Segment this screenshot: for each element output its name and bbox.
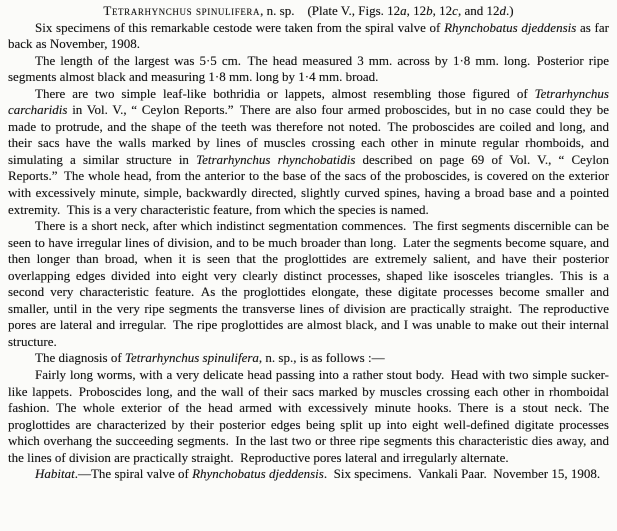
paragraph-segmentation xyxy=(8,218,609,350)
text-run: in Vol. V., “ Ceylon Reports.” There are also four armed proboscides, but in no case could they be made to protrude, and the shape of the teeth was therefore not noted. The proboscides are coiled and long, and their sacs have the walls marked by lines of muscles crossing each other in minute regular rhomboids, and simulating a similar structure in xyxy=(8,102,609,167)
text-run: The length of the largest was 5·5 cm. The head measured 3 mm. across by 1·8 mm. long. Posterior ripe segments almost black and measuring 1·8 mm. long by 1·4 mm. broad. xyxy=(8,52,609,85)
smallcaps-text-run: Tetrarhynchus spinulifera xyxy=(103,3,261,18)
text-run: , 12 xyxy=(406,3,427,18)
text-run: .—The spiral valve of xyxy=(74,466,193,482)
text-run: described on page 69 of Vol. V., “ Ceylon Reports.” The whole head, from the anterior to the base of the sacs of the proboscides, is covered on the exterior with excessively minute, simple, backwardly directed, slightly curved spines, having a broad base and a pointed extremity. This is a very characteristic feature, from which the species is named. xyxy=(8,151,609,217)
italic-text-run: Tetrarhynchus spinulifera xyxy=(124,350,259,366)
italic-text-run: Rhynchobatus djeddensis xyxy=(192,466,324,482)
italic-text-run: Rhynchobatus djeddensis xyxy=(444,19,577,35)
italic-text-run: a xyxy=(400,3,407,18)
paragraph-specimens xyxy=(8,20,609,53)
text-run: , 12 xyxy=(432,3,453,18)
italic-text-run: d xyxy=(499,3,506,18)
text-run: Six specimens of this remarkable cestode were taken from the spiral valve of xyxy=(35,19,445,35)
paragraph-habitat xyxy=(8,466,609,483)
paragraph-diagnosis xyxy=(8,367,609,466)
text-run: The diagnosis of xyxy=(35,350,125,366)
text-run: , and 12 xyxy=(457,3,500,18)
italic-text-run: b xyxy=(426,3,433,18)
text-run: as far back as November, 1908. xyxy=(8,19,609,52)
italic-text-run: Tetrarhynchus rhynchobatidis xyxy=(196,151,356,167)
section-heading xyxy=(8,3,609,20)
paragraph-bothridia xyxy=(8,86,609,218)
text-run: There are two simple leaf-like bothridia or lappets, almost resembling those figured of xyxy=(35,85,535,101)
text-run: .) xyxy=(505,3,514,18)
text-run: There is a short neck, after which indistinct segmentation commences. The first segments discernible can be seen to have irregular lines of division, and to be much broader than long. Later the segments become square, and then longer than broad, when it is seen that the proglottides are extremely salient, and have their posterior overlapping edges divided into eight very clearly distinct processes, shaped like isosceles triangles. This is a second very characteristic feature. As the proglottides elongate, these digitate processes become smaller and smaller, until in the very ripe segments the transverse lines of division are practically straight. The reproductive pores are lateral and irregular. The ripe proglottides are almost black, and I was unable to make out their internal structure. xyxy=(8,218,609,349)
text-run: , n. sp., is as follows :— xyxy=(258,350,385,366)
paragraph-measurements xyxy=(8,53,609,86)
italic-text-run: Tetrarhynchus carcharidis xyxy=(8,85,609,118)
text-run: , n. sp. (Plate V., Figs. 12 xyxy=(260,3,401,18)
paragraph-diagnosis-intro xyxy=(8,350,609,367)
text-run: . Six specimens. Vankali Paar. November 15, 1908. xyxy=(323,466,601,482)
italic-text-run: Habitat xyxy=(35,466,75,482)
italic-text-run: c xyxy=(452,3,458,18)
text-run: Fairly long worms, with a very delicate head passing into a rather stout body. Head with two simple sucker-like lappets. Proboscides long, and the wall of their sacs marked by muscles crossing each other in rhomboidal fashion. The whole exterior of the head armed with excessively minute hooks. There is a stout neck. The proglottides are characterized by their posterior edges being split up into eight well-defined digitate processes which overhang the succeeding segments. In the last two or three ripe segments this characteristic dies away, and the lines of division are practically straight. Reproductive pores lateral and irregularly alternate. xyxy=(8,367,609,465)
